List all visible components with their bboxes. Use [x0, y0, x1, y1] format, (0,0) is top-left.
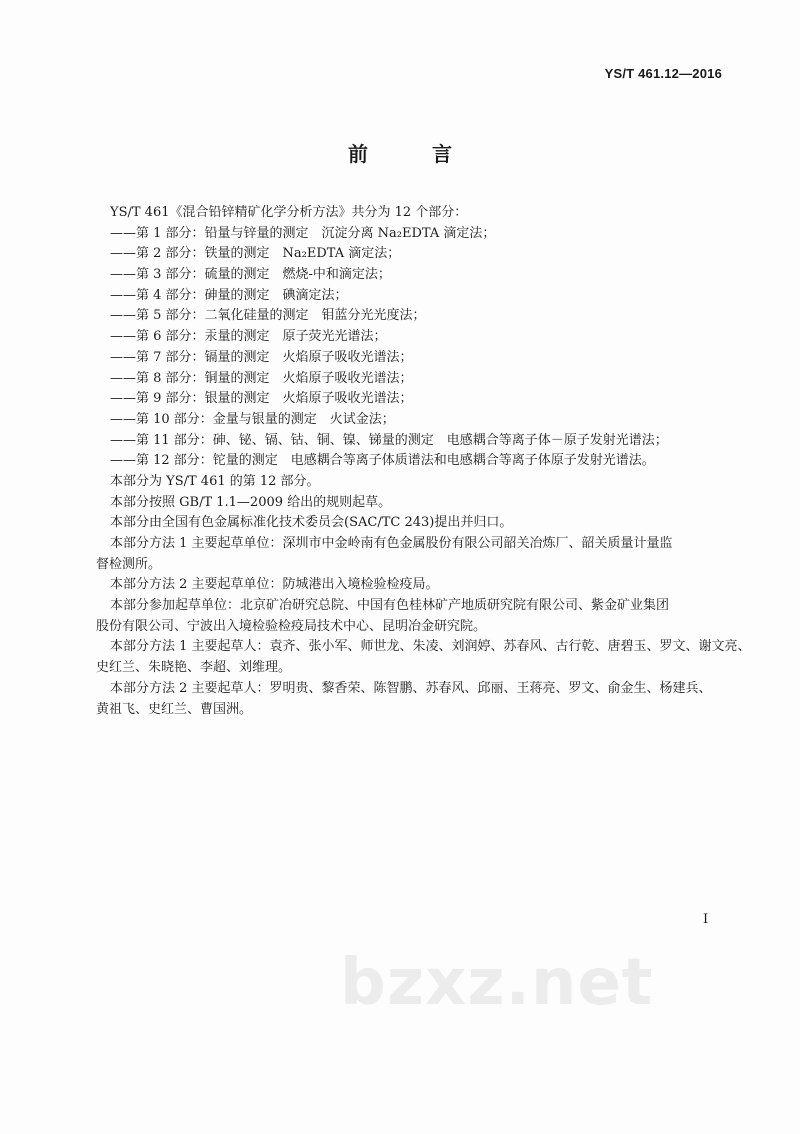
standard-number: YS/T 461.12—2016	[604, 66, 722, 81]
text-line: ——第 4 部分：砷量的测定 碘滴定法；	[110, 287, 348, 303]
text-line: YS/T 461《混合铅锌精矿化学分析方法》共分为 12 个部分：	[110, 205, 468, 220]
paragraph	[96, 472, 716, 493]
text-line: ——第 5 部分：二氧化硅量的测定 钼蓝分光光度法；	[110, 308, 426, 324]
paragraph	[96, 244, 716, 265]
paragraph	[96, 534, 716, 575]
text-line: ——第 7 部分：镉量的测定 火焰原子吸收光谱法；	[110, 349, 413, 365]
paragraph	[96, 575, 716, 596]
text-line: ——第 2 部分：铁量的测定 Na₂EDTA 滴定法；	[110, 246, 401, 262]
text-line: ——第 1 部分：铅量与锌量的测定 沉淀分离 Na₂EDTA 滴定法；	[110, 225, 496, 241]
foreword-body	[96, 203, 751, 720]
paragraph	[96, 410, 716, 431]
text-line: ——第 11 部分：砷、铋、镉、钴、铜、镍、锑量的测定 电感耦合等离子体－原子发射光谱法；	[110, 432, 668, 448]
paragraph	[96, 431, 716, 452]
paragraph	[96, 286, 716, 307]
text-line: ——第 6 部分：汞量的测定 原子荧光光谱法；	[110, 329, 387, 345]
text-line: ——第 9 部分：银量的测定 火焰原子吸收光谱法；	[110, 391, 413, 407]
text-line: 督检测所。	[96, 556, 162, 572]
text-line: 本部分按照 GB/T 1.1—2009 给出的规则起草。	[110, 494, 392, 510]
text-line: 本部分由全国有色金属标准化技术委员会(SAC/TC 243)提出并归口。	[110, 515, 513, 531]
paragraph	[96, 327, 716, 348]
text-line: 本部分方法 1 主要起草人：袁齐、张小军、师世龙、朱凌、刘润婷、苏春风、古行乾、唐碧玉、罗文、谢文亮、	[110, 639, 751, 655]
text-line: ——第 3 部分：硫量的测定 燃烧-中和滴定法；	[110, 267, 391, 283]
paragraph	[96, 265, 716, 286]
paragraph	[96, 451, 716, 472]
paragraph	[96, 203, 716, 224]
text-line: 股份有限公司、宁波出入境检验检疫局技术中心、昆明冶金研究院。	[96, 618, 487, 634]
text-line: ——第 10 部分：金量与银量的测定 火试金法；	[110, 411, 395, 427]
paragraph	[96, 596, 716, 637]
text-line: 本部分方法 2 主要起草单位：防城港出入境检验检疫局。	[110, 577, 439, 593]
text-line: 本部分为 YS/T 461 的第 12 部分。	[110, 473, 320, 489]
paragraph	[96, 513, 716, 534]
paragraph	[96, 493, 716, 514]
paragraph	[96, 637, 751, 678]
text-line: 史红兰、朱晓艳、李超、刘维理。	[96, 660, 292, 676]
paragraph	[96, 348, 716, 369]
text-line: 本部分方法 2 主要起草人：罗明贵、黎香荣、陈智鹏、苏春风、邱丽、王蒋亮、罗文、俞金生、杨建兵、	[110, 680, 712, 696]
paragraph	[96, 224, 716, 245]
paragraph	[96, 389, 716, 410]
text-line: 本部分方法 1 主要起草单位：深圳市中金岭南有色金属股份有限公司韶关冶炼厂、韶关质量计量监	[110, 536, 673, 551]
paragraph	[96, 369, 716, 390]
text-line: ——第 8 部分：铜量的测定 火焰原子吸收光谱法；	[110, 370, 413, 386]
paragraph	[96, 306, 716, 327]
page-number: I	[703, 912, 709, 927]
text-line: 本部分参加起草单位：北京矿冶研究总院、中国有色桂林矿产地质研究院有限公司、紫金矿业集团	[110, 598, 670, 614]
paragraph	[96, 679, 716, 720]
watermark-logo: bzxz.net	[340, 946, 654, 1020]
text-line: ——第 12 部分：铊量的测定 电感耦合等离子体质谱法和电感耦合等离子体原子发射光谱法。	[110, 453, 655, 469]
page-title: 前 言	[348, 142, 474, 166]
text-line: 黄祖飞、史红兰、曹国洲。	[96, 701, 253, 717]
